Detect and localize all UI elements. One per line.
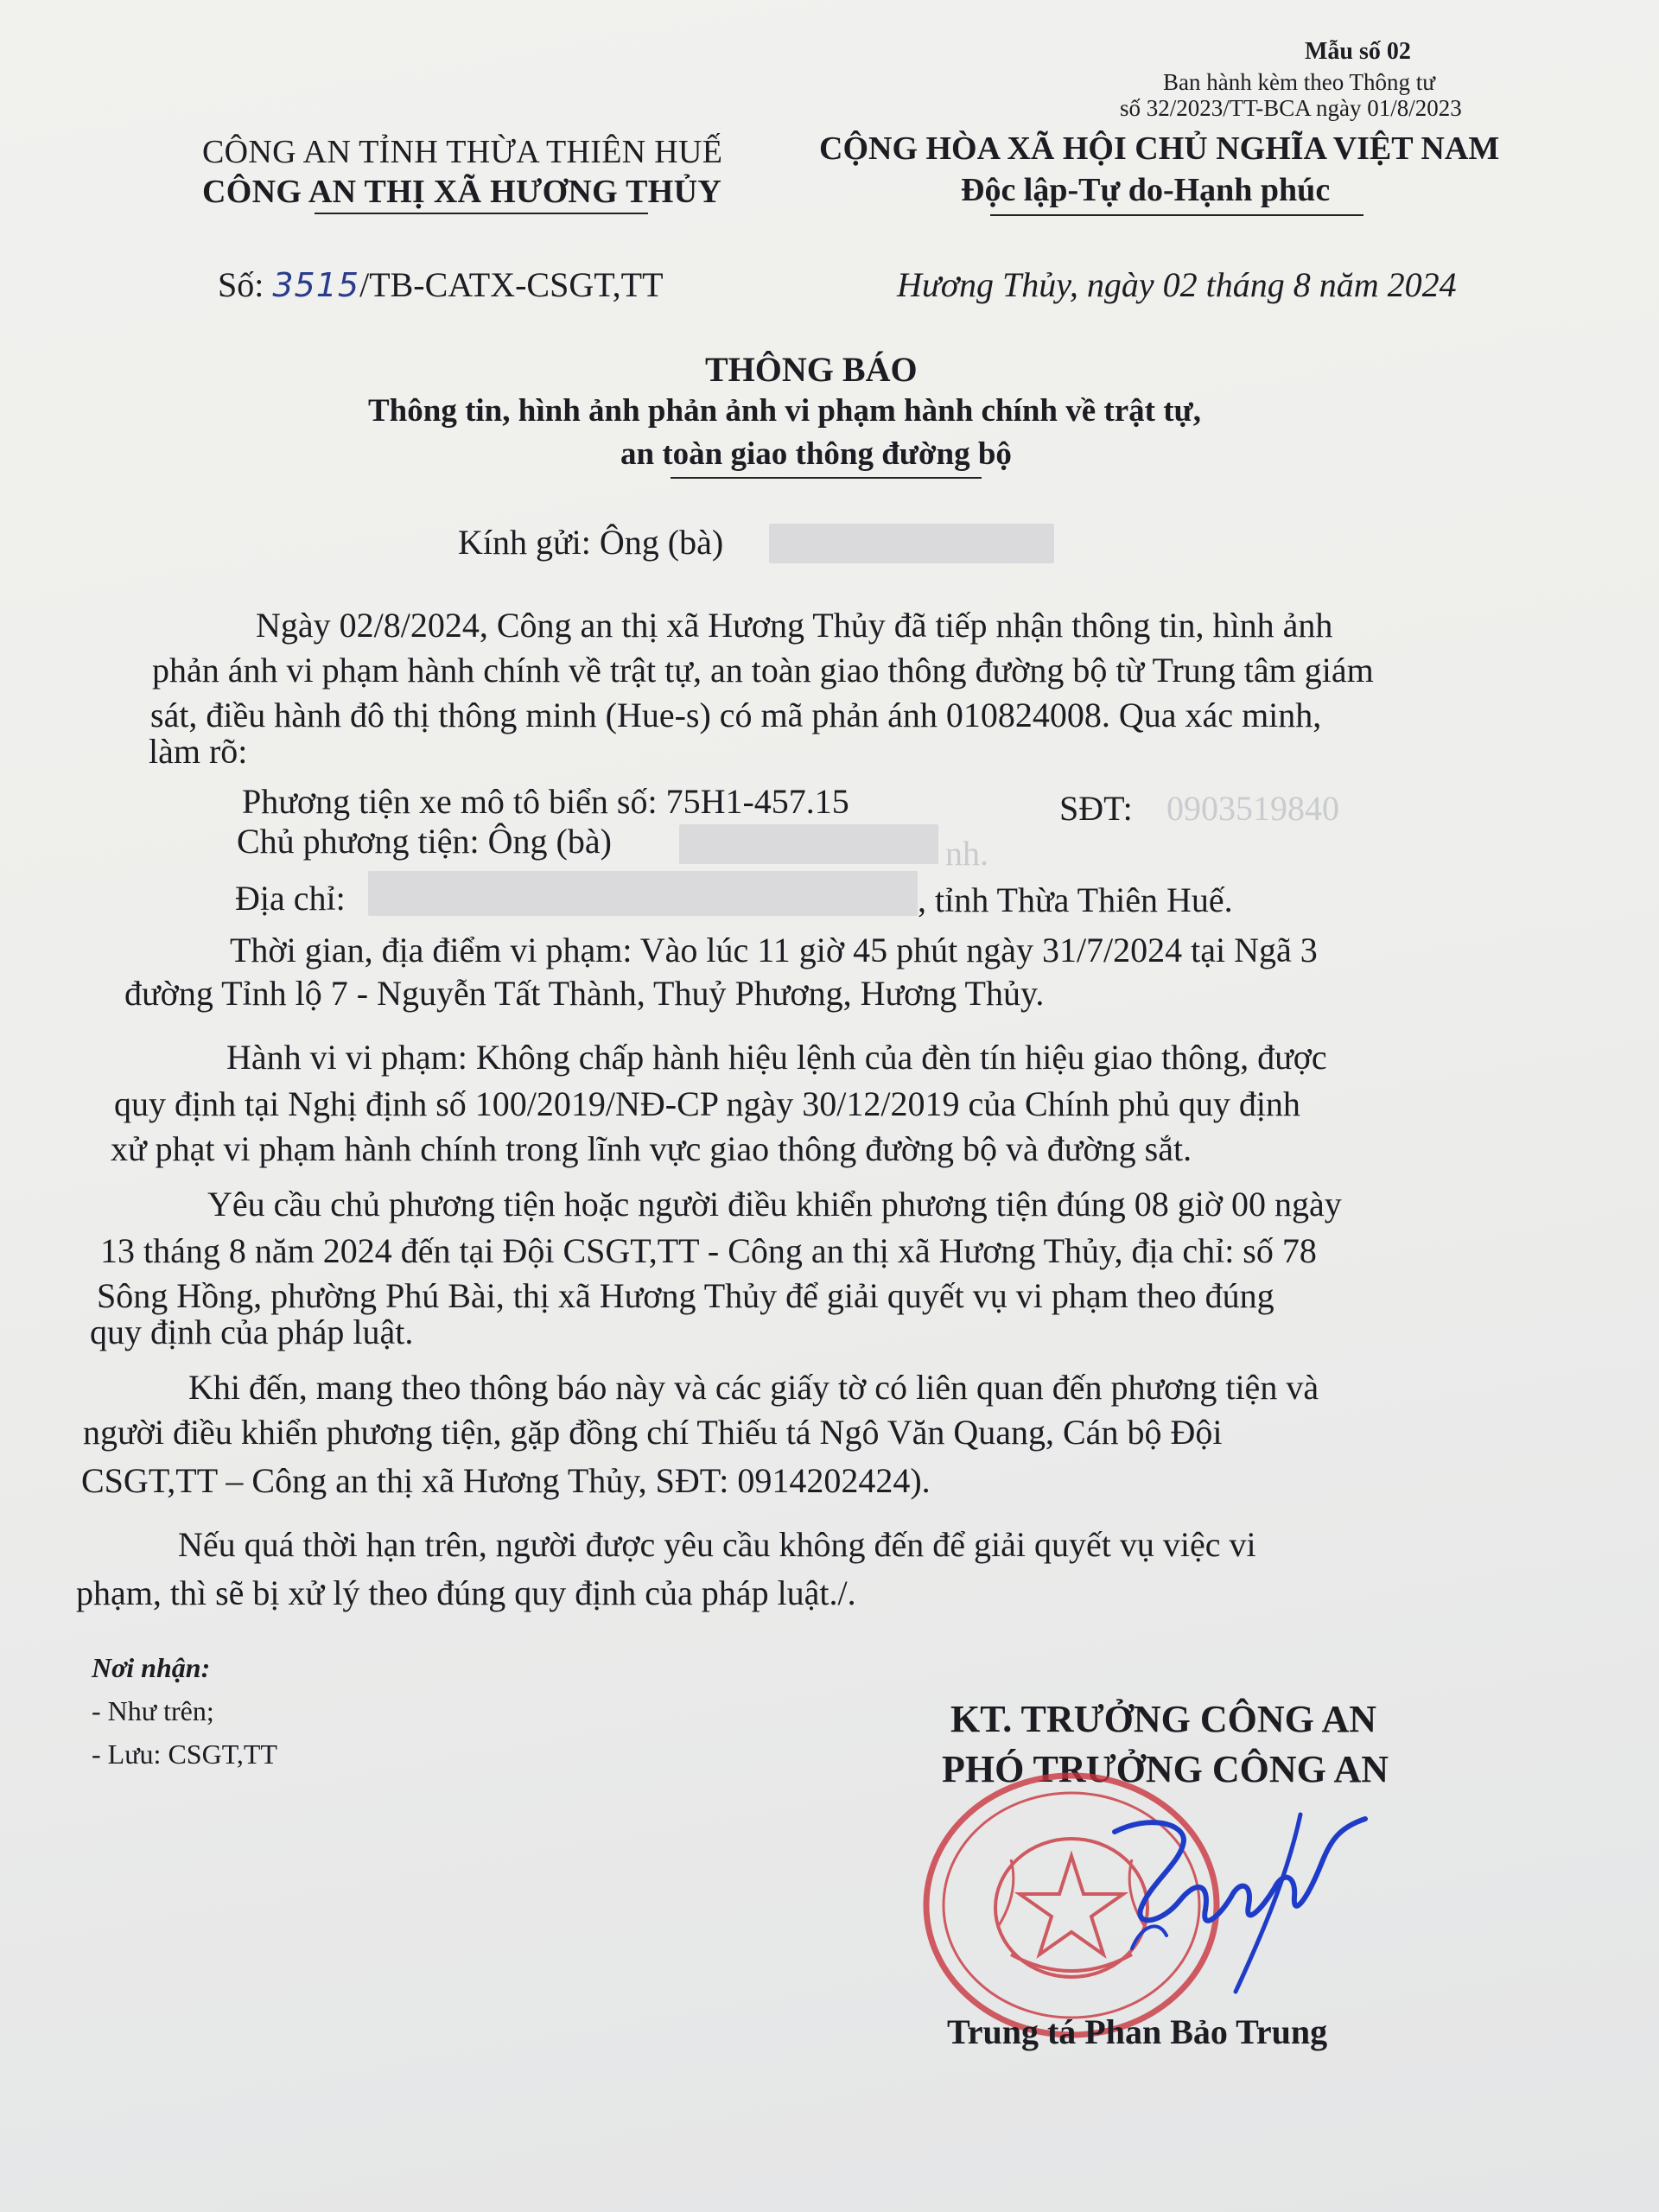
signer-name: Trung tá Phan Bảo Trung: [947, 2012, 1328, 2051]
behavior-line: Hành vi vi phạm: Không chấp hành hiệu lệnh của đèn tín hiệu giao thông, được: [226, 1038, 1327, 1077]
document-number: [218, 264, 664, 305]
number-prefix: Số:: [218, 265, 264, 304]
redacted-recipient-name: [769, 524, 1054, 563]
redacted-owner-name: [679, 824, 938, 864]
agency-name: CÔNG AN THỊ XÃ HƯƠNG THỦY: [202, 174, 722, 210]
form-issued-line1: Ban hành kèm theo Thông tư: [1163, 69, 1435, 95]
owner-label: Chủ phương tiện: Ông (bà): [237, 822, 612, 861]
intro-line: làm rõ:: [149, 732, 248, 771]
number-handwritten: 3515: [272, 266, 360, 304]
form-issued-line2: số 32/2023/TT-BCA ngày 01/8/2023: [1120, 95, 1462, 121]
recipients-item: - Như trên;: [92, 1695, 214, 1726]
intro-line: Ngày 02/8/2024, Công an thị xã Hương Thủy đã tiếp nhận thông tin, hình ảnh: [256, 606, 1333, 645]
request-line: Sông Hồng, phường Phú Bài, thị xã Hương Thủy để giải quyết vụ vi phạm theo đúng: [97, 1276, 1274, 1315]
bring-line: CSGT,TT – Công an thị xã Hương Thủy, SĐT: 0914202424).: [81, 1461, 931, 1500]
time-place-line: đường Tỉnh lộ 7 - Nguyễn Tất Thành, Thuỷ Phương, Hương Thủy.: [124, 974, 1045, 1013]
redacted-address: [368, 871, 918, 916]
signature-title-line2: PHÓ TRƯỞNG CÔNG AN: [942, 1748, 1389, 1790]
address-label: Địa chỉ:: [235, 879, 346, 918]
request-line: Yêu cầu chủ phương tiện hoặc người điều khiển phương tiện đúng 08 giờ 00 ngày: [207, 1185, 1342, 1224]
number-suffix: /TB-CATX-CSGT,TT: [359, 265, 664, 304]
intro-line: sát, điều hành đô thị thông minh (Hue-s) có mã phản ánh 010824008. Qua xác minh,: [150, 696, 1322, 734]
place-date: Hương Thủy, ngày 02 tháng 8 năm 2024: [897, 265, 1457, 304]
agency-underline: [315, 213, 648, 214]
document-subtitle-line1: Thông tin, hình ảnh phản ảnh vi phạm hành chính về trật tự,: [368, 393, 1202, 429]
request-line: 13 tháng 8 năm 2024 đến tại Đội CSGT,TT - Công an thị xã Hương Thủy, địa chỉ: số 78: [100, 1231, 1317, 1270]
nation-title: CỘNG HÒA XÃ HỘI CHỦ NGHĨA VIỆT NAM: [819, 130, 1500, 167]
address-tail: , tỉnh Thừa Thiên Huế.: [918, 880, 1233, 919]
time-place-line: Thời gian, địa điểm vi phạm: Vào lúc 11 giờ 45 phút ngày 31/7/2024 tại Ngã 3: [230, 931, 1318, 969]
behavior-line: quy định tại Nghị định số 100/2019/NĐ-CP ngày 30/12/2019 của Chính phủ quy định: [114, 1084, 1300, 1123]
phone-value: 0903519840: [1166, 789, 1339, 828]
motto: Độc lập-Tự do-Hạnh phúc: [961, 172, 1331, 208]
recipient-label: Kính gửi: Ông (bà): [458, 523, 724, 562]
behavior-line: xử phạt vi phạm hành chính trong lĩnh vực giao thông đường bộ và đường sắt.: [111, 1129, 1192, 1168]
owner-tail: nh.: [945, 834, 988, 873]
document-heading: THÔNG BÁO: [705, 350, 918, 389]
recipients-item: - Lưu: CSGT,TT: [92, 1738, 277, 1770]
phone-label: SĐT:: [1059, 789, 1133, 828]
recipients-title: Nơi nhận:: [92, 1652, 211, 1683]
overdue-line: Nếu quá thời hạn trên, người được yêu cầu không đến để giải quyết vụ việc vi: [178, 1525, 1256, 1564]
motto-underline: [990, 214, 1363, 216]
handwritten-signature: [1080, 1780, 1374, 2005]
bring-line: người điều khiển phương tiện, gặp đồng chí Thiếu tá Ngô Văn Quang, Cán bộ Đội: [83, 1413, 1223, 1452]
agency-parent: CÔNG AN TỈNH THỪA THIÊN HUẾ: [202, 134, 723, 170]
vehicle-plate: Phương tiện xe mô tô biển số: 75H1-457.15: [242, 782, 849, 821]
form-number: Mẫu số 02: [1305, 38, 1411, 65]
overdue-line: phạm, thì sẽ bị xử lý theo đúng quy định của pháp luật./.: [76, 1573, 856, 1612]
document-subtitle-line2: an toàn giao thông đường bộ: [620, 436, 1012, 472]
intro-line: phản ánh vi phạm hành chính về trật tự, an toàn giao thông đường bộ từ Trung tâm giám: [152, 651, 1374, 690]
title-underline: [671, 477, 982, 479]
bring-line: Khi đến, mang theo thông báo này và các giấy tờ có liên quan đến phương tiện và: [188, 1368, 1319, 1407]
signature-title-line1: KT. TRƯỞNG CÔNG AN: [950, 1698, 1377, 1740]
request-line: quy định của pháp luật.: [90, 1313, 414, 1351]
